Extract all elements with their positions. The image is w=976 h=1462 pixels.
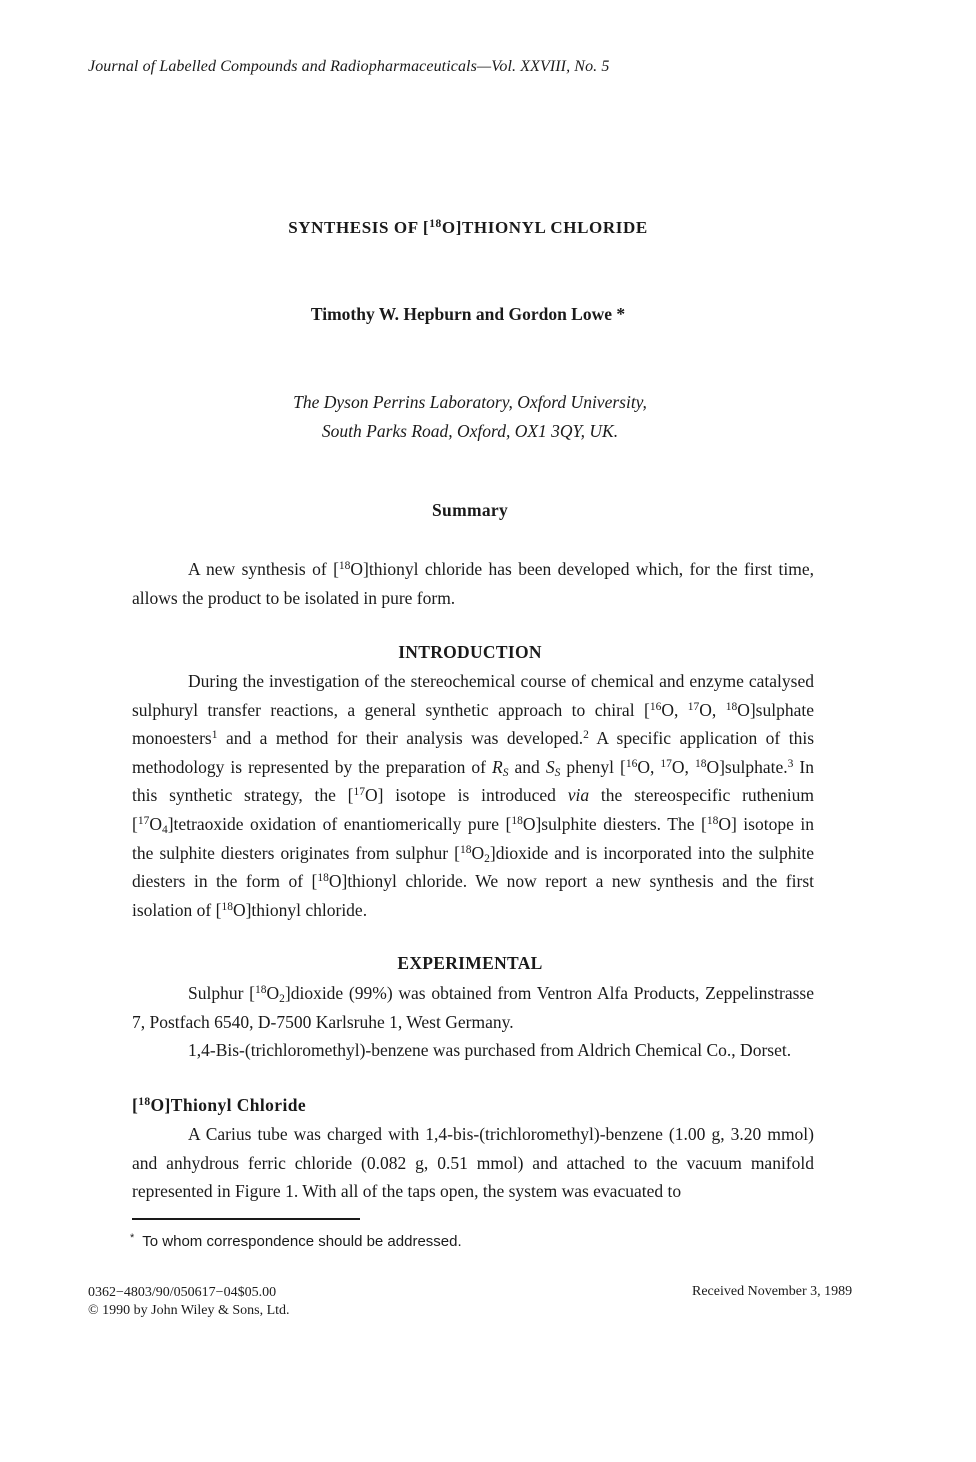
footnote <box>130 1232 462 1250</box>
experimental-paragraph-1: Sulphur $[^{18}O_2]dioxide$ (99%) was obtained from Ventron Alfa Products, Zeppelinstrasse 7, Postfach 6540, D-7500 Karlsruhe 1, West Germany. <box>132 983 814 1032</box>
author-line <box>0 304 936 325</box>
received-date: Received November 3, 1989 <box>692 1284 853 1299</box>
copyright-line: © 1990 by John Wiley & Sons, Ltd. <box>88 1303 290 1318</box>
footnote-divider <box>132 1218 360 1220</box>
reference-2: 2 <box>583 729 589 742</box>
affiliation <box>0 388 940 446</box>
correspondence-marker: * <box>616 304 626 324</box>
summary-paragraph: A new synthesis of [$^{18}$O]thionyl chloride has been developed which, for the first time, allows the product to be isolated in pure form. <box>132 559 815 608</box>
introduction-paragraph: During the investigation of the stereochemical course of chemical and enzyme catalysed sulphuryl transfer reactions, a general synthetic approach to chiral [$^{16}$O, $^{17}$O, $^{18}$O]sulphate monoesters$^1$ and a method for their analysis was developed.$^2$ A specific application of this methodology is represented by the preparation of $R_S$ and $S_S$ phenyl [$^{16}$O, $^{17}$O, $^{18}$O]sulphate.$^3$ In this synthetic strategy, the [$^{17}$O] isotope is introduced via the stereospecific ruthenium $[^{17}O_4]tetraoxide$ oxidation of enantiomerically pure [$^{18}$O]sulphite diesters. The [$^{18}$O] isotope in the sulphite diesters originates from sulphur $[^{18}O_2]dioxide$ and is incorporated into the sulphite diesters in the form of [$^{18}$O]thionyl chloride. We now report a new synthesis and the first isolation of [$^{18}$O]thionyl chloride. <box>132 671 815 920</box>
experimental-paragraph-2: 1,4-Bis-(trichloromethyl)-benzene was purchased from Aldrich Chemical Co., Dorset. <box>188 1040 792 1060</box>
summary-heading: Summary <box>432 500 508 520</box>
affiliation-line-2: South Parks Road, Oxford, OX1 3QY, UK. <box>321 421 619 441</box>
experimental-heading: EXPERIMENTAL <box>397 953 543 973</box>
footnote-text: To whom correspondence should be addressed. <box>142 1233 462 1250</box>
reference-3: 3 <box>787 757 794 770</box>
running-head: Journal of Labelled Compounds and Radiopharmaceuticals—Vol. XXVIII, No. 5 <box>88 58 610 75</box>
author-names: Timothy W. Hepburn and Gordon Lowe <box>310 304 613 324</box>
affiliation-line-1: The Dyson Perrins Laboratory, Oxford University, <box>293 392 647 412</box>
footnote-marker: * <box>130 1232 135 1244</box>
introduction-heading: INTRODUCTION <box>398 642 542 662</box>
publication-info <box>88 1284 290 1320</box>
article-title: SYNTHESIS OF [$^{18}$O]THIONYL CHLORIDE <box>288 218 648 237</box>
article-code: 0362−4803/90/050617−04$05.00 <box>88 1285 277 1300</box>
experimental-paragraph-3: A Carius tube was charged with 1,4-bis-(trichloromethyl)-benzene (1.00 g, 3.20 mmol) and anhydrous ferric chloride (0.082 g, 0.51 mmol) and attached to the vacuum manifold represented in Figure 1. With all of the taps open, the system was evacuated to <box>132 1124 814 1202</box>
reference-1: 1 <box>211 729 218 742</box>
thionyl-chloride-subheading: [$^{18}$O]Thionyl Chloride <box>132 1095 307 1115</box>
